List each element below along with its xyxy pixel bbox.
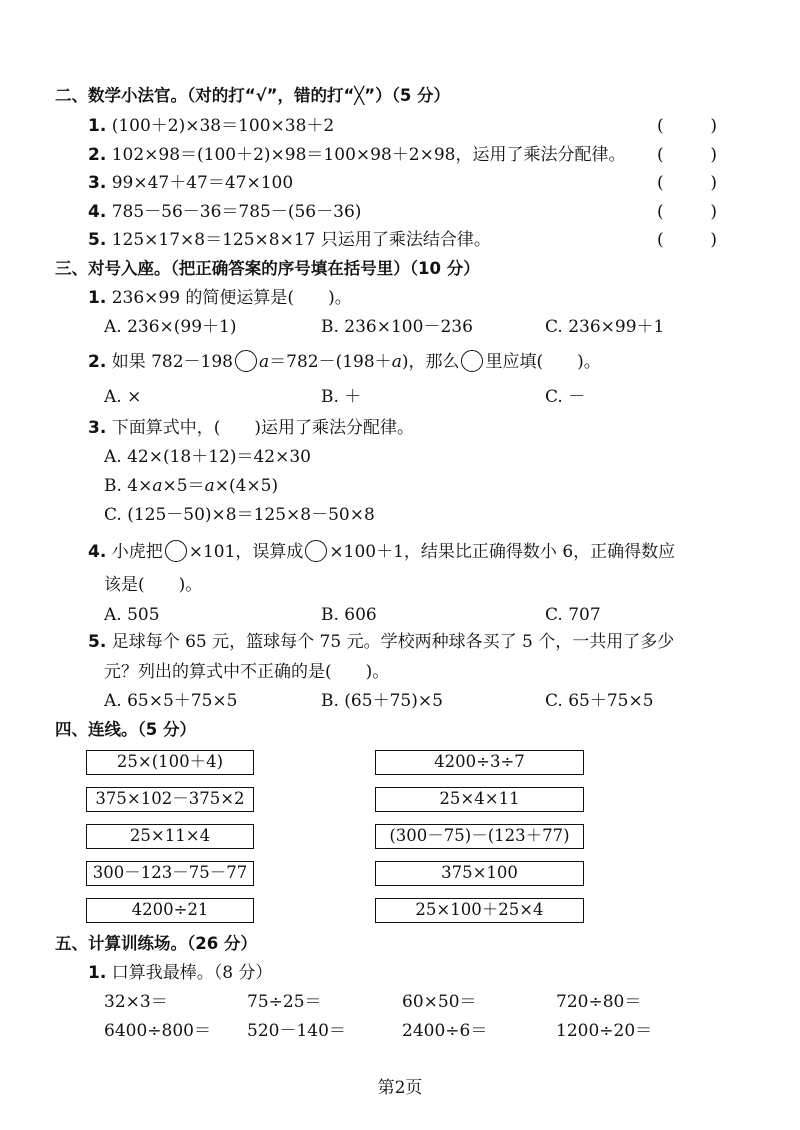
- q1-option-b[interactable]: B. 236×100－236: [321, 317, 473, 337]
- q2-option-a[interactable]: A. ×: [104, 387, 142, 407]
- section-2-heading: 二、数学小法官。（对的打“√”，错的打“╳”）（5 分）: [55, 86, 451, 105]
- judge-item-3: 3. 99×47＋47＝47×100: [88, 173, 294, 193]
- match-left-2[interactable]: 375×102－375×2: [86, 787, 254, 812]
- answer-blank-2[interactable]: ( ): [657, 145, 717, 165]
- q2-option-c[interactable]: C. －: [545, 387, 586, 407]
- judge-item-2: 2. 102×98＝(100＋2)×98＝100×98＋2×98，运用了乘法分配律。: [88, 145, 626, 165]
- oral-calc-7[interactable]: 2400÷6＝: [402, 1021, 488, 1041]
- match-left-5[interactable]: 4200÷21: [86, 898, 254, 923]
- blank-circle-icon[interactable]: [235, 350, 257, 372]
- oral-calc-8[interactable]: 1200÷20＝: [556, 1021, 653, 1041]
- q3-option-b[interactable]: B. 4×a×5＝a×(4×5): [104, 476, 279, 496]
- subsection-oral-calc: 1. 口算我最棒。（8 分）: [88, 963, 273, 983]
- answer-blank-5[interactable]: ( ): [657, 230, 717, 250]
- q2-option-b[interactable]: B. ＋: [321, 387, 362, 407]
- judge-item-5: 5. 125×17×8＝125×8×17 只运用了乘法结合律。: [88, 230, 491, 250]
- oral-calc-4[interactable]: 720÷80＝: [556, 992, 642, 1012]
- q4-option-b[interactable]: B. 606: [321, 605, 377, 625]
- match-right-1[interactable]: 4200÷3÷7: [375, 750, 584, 775]
- q3-option-a[interactable]: A. 42×(18＋12)＝42×30: [104, 447, 311, 467]
- q4-option-a[interactable]: A. 505: [104, 605, 160, 625]
- question-5-continued: 元？列出的算式中不正确的是( )。: [104, 662, 390, 682]
- oral-calc-6[interactable]: 520－140＝: [247, 1021, 346, 1041]
- match-right-2[interactable]: 25×4×11: [375, 787, 584, 812]
- choice-question-2: 2. 如果 782－198 a＝782－(198＋a)，那么 里应填( )。: [88, 352, 601, 372]
- match-right-3[interactable]: (300－75)－(123＋77): [375, 824, 584, 849]
- q1-option-a[interactable]: A. 236×(99＋1): [104, 317, 237, 337]
- match-left-4[interactable]: 300－123－75－77: [86, 861, 254, 886]
- oral-calc-2[interactable]: 75÷25＝: [247, 992, 322, 1012]
- match-left-1[interactable]: 25×(100＋4): [86, 750, 254, 775]
- answer-blank-3[interactable]: ( ): [657, 173, 717, 193]
- question-4-continued: 该是( )。: [104, 575, 203, 595]
- match-left-3[interactable]: 25×11×4: [86, 824, 254, 849]
- answer-blank-4[interactable]: ( ): [657, 202, 717, 222]
- match-right-4[interactable]: 375×100: [375, 861, 584, 886]
- q5-option-a[interactable]: A. 65×5＋75×5: [104, 691, 238, 711]
- oral-calc-1[interactable]: 32×3＝: [104, 992, 168, 1012]
- choice-question-5: 5. 足球每个 65 元，篮球每个 75 元。学校两种球各买了 5 个，一共用了多少: [88, 632, 675, 652]
- q4-option-c[interactable]: C. 707: [545, 605, 601, 625]
- q3-option-c[interactable]: C. (125－50)×8＝125×8－50×8: [104, 505, 375, 525]
- q5-option-b[interactable]: B. (65＋75)×5: [321, 691, 443, 711]
- choice-question-3: 3. 下面算式中，( )运用了乘法分配律。: [88, 418, 414, 438]
- section-5-heading: 五、计算训练场。（26 分）: [55, 934, 257, 953]
- judge-item-4: 4. 785－56－36＝785－(56－36): [88, 202, 362, 222]
- judge-item-1: 1. (100＋2)×38＝100×38＋2: [88, 116, 335, 136]
- q5-option-c[interactable]: C. 65＋75×5: [545, 691, 654, 711]
- oral-calc-3[interactable]: 60×50＝: [402, 992, 477, 1012]
- blank-circle-icon: [165, 540, 187, 562]
- answer-blank-1[interactable]: ( ): [657, 116, 717, 136]
- page-number: 第2页: [377, 1078, 423, 1098]
- choice-question-1: 1. 236×99 的简便运算是( )。: [88, 288, 352, 308]
- choice-question-4: 4. 小虎把 ×101，误算成 ×100＋1，结果比正确得数小 6，正确得数应: [88, 542, 676, 562]
- blank-circle-icon: [461, 350, 483, 372]
- section-4-heading: 四、连线。（5 分）: [55, 720, 196, 739]
- q1-option-c[interactable]: C. 236×99＋1: [545, 317, 665, 337]
- oral-calc-5[interactable]: 6400÷800＝: [104, 1021, 211, 1041]
- blank-circle-icon: [305, 540, 327, 562]
- match-right-5[interactable]: 25×100＋25×4: [375, 898, 584, 923]
- section-3-heading: 三、对号入座。（把正确答案的序号填在括号里）（10 分）: [55, 259, 480, 278]
